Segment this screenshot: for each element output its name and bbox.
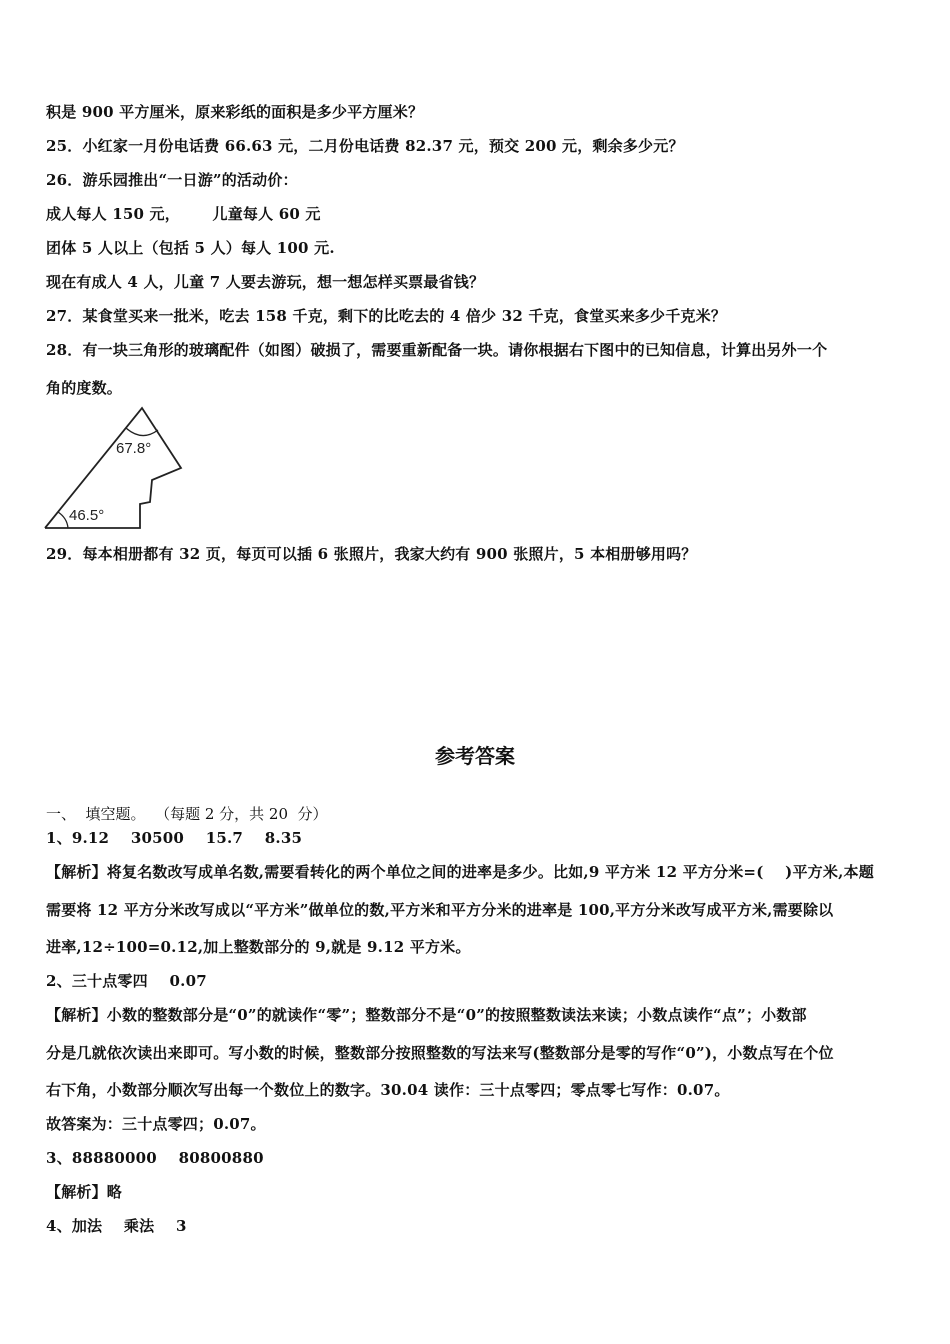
question-26-line3: 现在有成人 4 人，儿童 7 人要去游玩，想一想怎样买票最省钱？ (46, 273, 485, 291)
answers-title: 参考答案 (435, 744, 515, 768)
question-24-tail: 积是 900 平方厘米，原来彩纸的面积是多少平方厘米？ (46, 103, 424, 121)
answer-1-analysis-3: 进率,12÷100=0.12,加上整数部分的 9,就是 9.12 平方米。 (46, 938, 471, 956)
question-27: 27．某食堂买来一批米，吃去 158 千克，剩下的比吃去的 4 倍少 32 千克，食堂买来多少千克米？ (46, 307, 727, 325)
answer-2-analysis-2: 分是几就依次读出来即可。写小数的时候，整数部分按照整数的写法来写(整数部分是零的写作“0”)，小数点写在个位 (46, 1044, 834, 1062)
answer-3: 3、88880000 80800880 (46, 1149, 264, 1167)
answer-2-analysis-1: 【解析】小数的整数部分是“0”的就读作“零”；整数部分不是“0”的按照整数读法来读；小数点读作“点”；小数部 (46, 1006, 807, 1024)
question-26-line1: 成人每人 150 元， 儿童每人 60 元 (46, 205, 321, 223)
question-28-line1: 28．有一块三角形的玻璃配件（如图）破损了，需要重新配备一块。请你根据右下图中的已知信息，计算出另外一个 (46, 341, 828, 359)
answer-2-analysis-3: 右下角，小数部分顺次写出每一个数位上的数字。30.04 读作：三十点零四；零点零七写作：0.07。 (46, 1081, 730, 1099)
angle-label-top: 67.8° (116, 440, 152, 457)
angle-label-bottom: 46.5° (69, 507, 105, 524)
broken-triangle-figure (44, 404, 189, 534)
answer-1-analysis-2: 需要将 12 平方分米改写成以“平方米”做单位的数,平方米和平方分米的进率是 100,平方分米改写成平方米,需要除以 (46, 901, 834, 919)
answer-4: 4、加法 乘法 3 (46, 1217, 187, 1235)
triangle-outline (45, 408, 181, 528)
question-28-line2: 角的度数。 (46, 379, 123, 397)
answer-2-result: 故答案为：三十点零四；0.07。 (46, 1115, 266, 1133)
question-29: 29．每本相册都有 32 页，每页可以插 6 张照片，我家大约有 900 张照片，5 本相册够用吗？ (46, 545, 697, 563)
section-heading: 一、 填空题。 （每题 2 分，共 20 分） (46, 805, 328, 823)
question-26: 26．游乐园推出“一日游”的活动价： (46, 171, 298, 189)
answer-1-analysis-1: 【解析】将复名数改写成单名数,需要看转化的两个单位之间的进率是多少。比如,9 平方米 12 平方分米=( )平方米,本题 (46, 863, 874, 881)
answer-1: 1、9.12 30500 15.7 8.35 (46, 829, 303, 847)
answer-3-analysis: 【解析】略 (46, 1183, 123, 1201)
answer-2: 2、三十点零四 0.07 (46, 972, 207, 990)
angle-arc-top (126, 428, 158, 436)
angle-arc-bottom (58, 512, 68, 528)
question-26-line2: 团体 5 人以上（包括 5 人）每人 100 元. (46, 239, 335, 257)
question-25: 25．小红家一月份电话费 66.63 元，二月份电话费 82.37 元，预交 200 元，剩余多少元？ (46, 137, 684, 155)
